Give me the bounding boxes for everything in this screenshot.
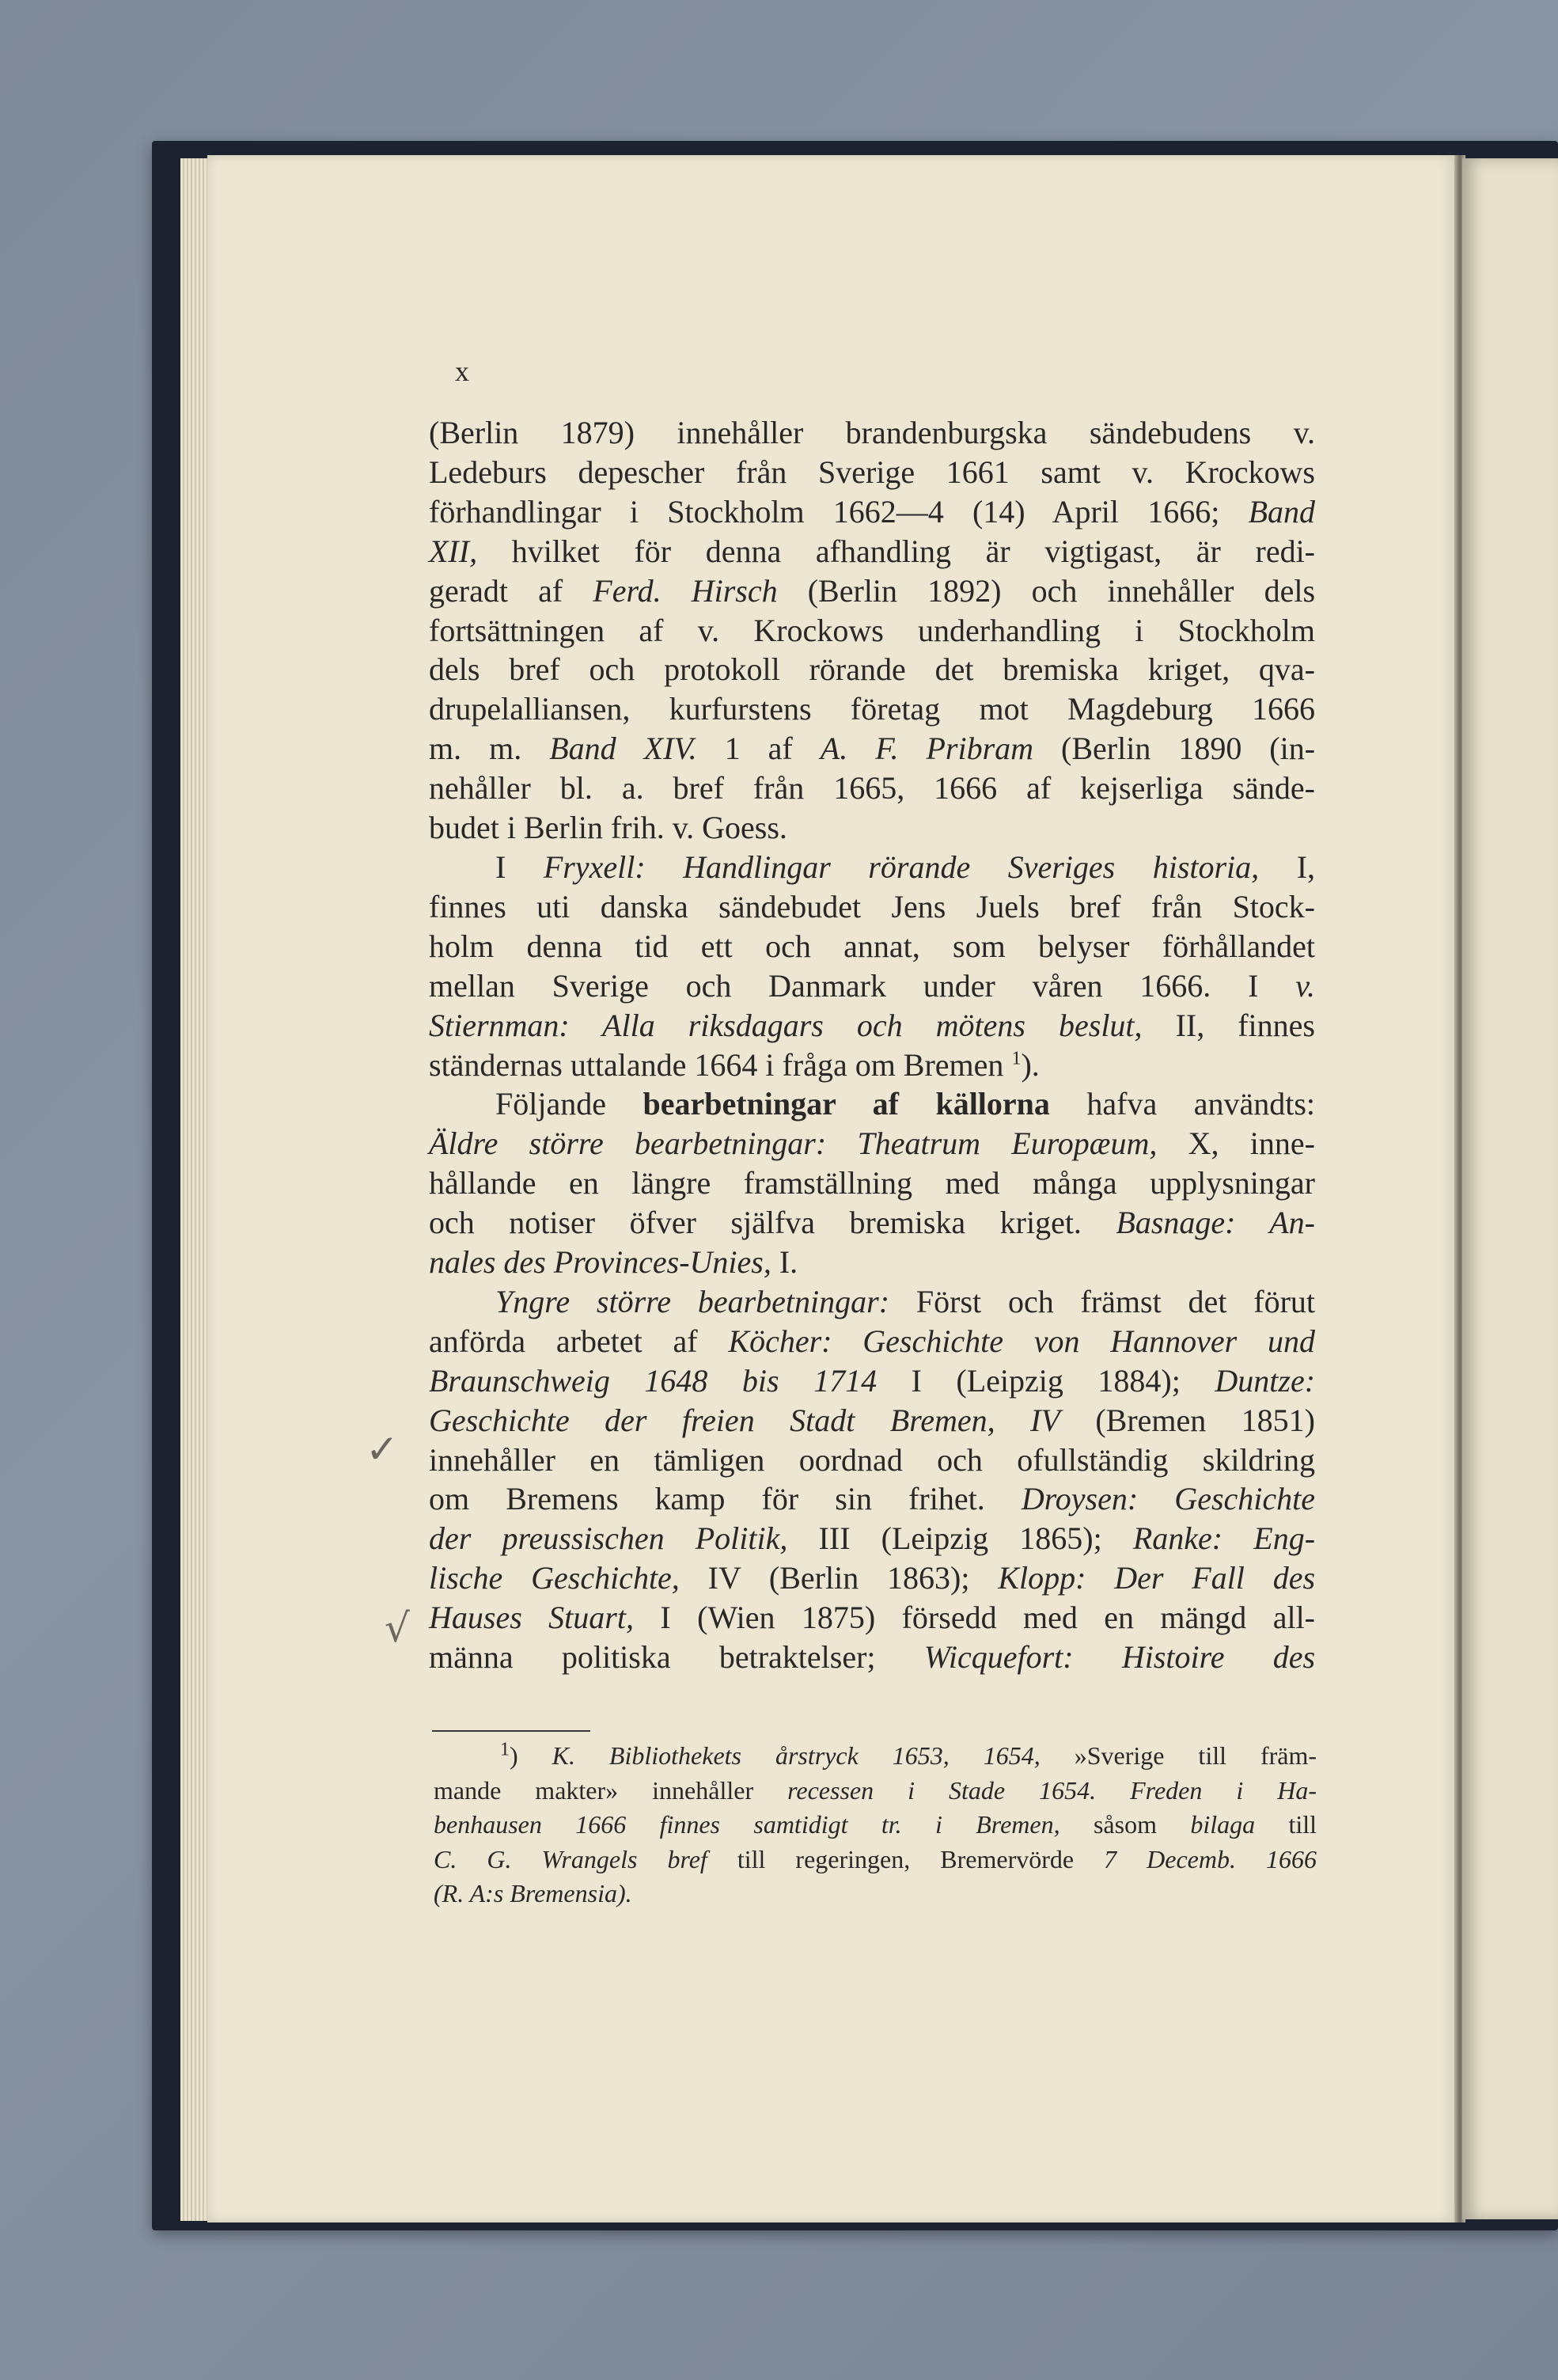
text-line: dels bref och protokoll rörande det bremiska kriget, qva- — [429, 651, 1315, 688]
footnote-divider — [432, 1730, 590, 1732]
text-line: XII, hvilket för denna afhandling är vigtigast, är redi- — [429, 533, 1315, 569]
text-line: männa politiska betraktelser; Wicquefort: Histoire des — [429, 1639, 1316, 1676]
text-line: Ledeburs depescher från Sverige 1661 samt v. Krockows — [429, 454, 1315, 490]
footnote-ref: 1 — [1011, 1048, 1022, 1069]
text-line: Följande bearbetningar af källorna hafva användts: — [495, 1086, 1316, 1122]
text-line: drupelalliansen, kurfurstens företag mot Magdeburg 1666 — [429, 691, 1315, 727]
text-line: nales des Provinces-Unies, I. — [429, 1244, 798, 1281]
text-line: der preussischen Politik, III (Leipzig 1865); Ranke: Eng- — [429, 1520, 1316, 1557]
text-line: lische Geschichte, IV (Berlin 1863); Klopp: Der Fall des — [429, 1560, 1316, 1596]
text-line: och notiser öfver själfva bremiska kriget. Basnage: An- — [429, 1205, 1316, 1241]
text-line: Geschichte der freien Stadt Bremen, IV (Bremen 1851) — [429, 1402, 1316, 1438]
text-line: innehåller en tämligen oordnad och ofullständig skildring — [429, 1441, 1315, 1478]
text-line: hållande en längre framställning med många upplysningar — [429, 1165, 1315, 1201]
text-line: anförda arbetet af Köcher: Geschichte von Hannover und — [429, 1323, 1316, 1359]
text-line: förhandlingar i Stockholm 1662—4 (14) April 1666; Band — [429, 493, 1315, 530]
facing-page-edge — [1462, 158, 1558, 2219]
text-line: holm denna tid ett och annat, som belyser förhållandet — [429, 928, 1315, 964]
footnote-line: $^1$) K. Bibliothekets årstryck 1653, 1654, »Sverige till främ- — [500, 1739, 1317, 1770]
footnote-line: C. G. Wrangels bref till regeringen, Bremervörde 7 Decemb. 1666 — [434, 1844, 1317, 1873]
text-line: (Berlin 1879) innehåller brandenburgska sändebudens v. — [429, 415, 1315, 450]
text-line: mellan Sverige och Danmark under våren 1666. I v. — [429, 967, 1315, 1004]
text-line: Yngre större bearbetningar: Först och främst det förut — [495, 1283, 1316, 1319]
text-line: geradt af Ferd. Hirsch (Berlin 1892) och innehåller dels — [429, 572, 1316, 609]
footnote-line: (R. A:s Bremensia). — [434, 1879, 632, 1907]
footnotes — [434, 1739, 1317, 1911]
text-line: budet i Berlin frih. v. Goess. — [429, 810, 787, 846]
text-line: Stiernman: Alla riksdagars och mötens beslut, II, finnes — [429, 1007, 1315, 1043]
footnote-marker: 1 — [500, 1739, 510, 1760]
body-text — [429, 413, 1315, 1677]
text-line: m. m. Band XIV. 1 af A. F. Pribram (Berlin 1890 (in- — [429, 731, 1316, 767]
footnote-line: benhausen 1666 finnes samtidigt tr. i Bremen, såsom bilaga till — [434, 1810, 1317, 1839]
text-line: om Bremens kamp för sin frihet. Droysen: Geschichte — [429, 1481, 1316, 1517]
text-line: Hauses Stuart, I (Wien 1875) försedd med en mängd all- — [429, 1600, 1316, 1636]
pencil-mark: √ — [385, 1605, 410, 1651]
text-line: nehåller bl. a. bref från 1665, 1666 af kejserliga sände- — [429, 770, 1315, 807]
pencil-checkmark: ✓ — [366, 1426, 399, 1472]
text-line: fortsättningen af v. Krockows underhandling i Stockholm — [429, 612, 1315, 648]
text-line: I Fryxell: Handlingar rörande Sveriges historia, I, — [495, 848, 1316, 885]
footnote-line: mande makter» innehåller recessen i Stade 1654. Freden i Ha- — [434, 1775, 1317, 1805]
text-line: ständernas uttalande 1664 i fråga om Bremen $^1$). — [429, 1046, 1040, 1083]
text-line: Äldre större bearbetningar: Theatrum Europæum, X, inne- — [429, 1125, 1315, 1162]
text-line: finnes uti danska sändebudet Jens Juels bref från Stock- — [429, 888, 1315, 924]
text-line: Braunschweig 1648 bis 1714 I (Leipzig 1884); Duntze: — [429, 1362, 1316, 1399]
page-number: x — [455, 355, 469, 387]
